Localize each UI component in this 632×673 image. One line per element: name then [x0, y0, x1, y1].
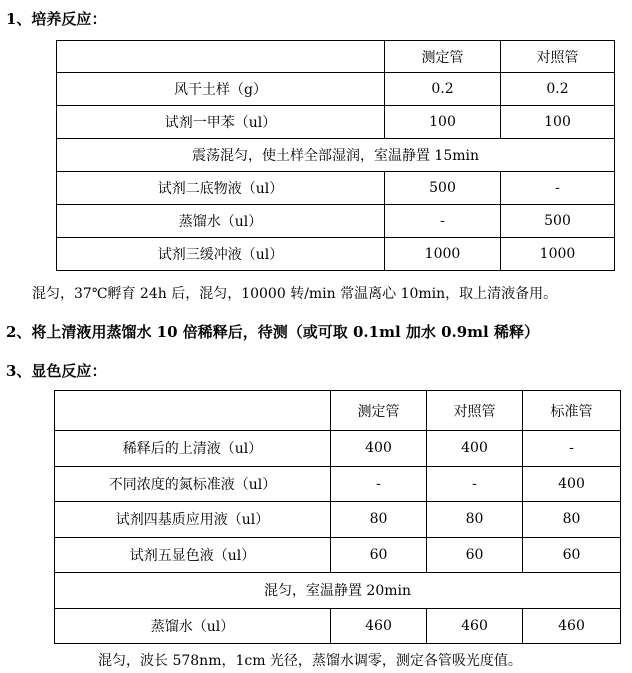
cell-value: 80 — [523, 502, 621, 538]
table-row — [57, 106, 615, 139]
cell-value: 80 — [331, 502, 427, 538]
cell-value: 100 — [385, 106, 501, 139]
row-label: 风干土样（g） — [57, 73, 385, 106]
row-label: 蒸馏水（ul） — [55, 608, 331, 644]
row-label: 试剂五显色液（ul） — [55, 537, 331, 573]
header-cell: 测定管 — [331, 391, 427, 431]
section-3-note: 混匀，波长 578nm，1cm 光径，蒸馏水调零，测定各管吸光度值。 — [98, 653, 522, 669]
cell-value: - — [427, 466, 523, 502]
section-1-title: 1、培养反应： — [6, 10, 107, 28]
table-header-row — [57, 41, 615, 73]
cell-value: 60 — [427, 537, 523, 573]
row-label: 蒸馏水（ul） — [57, 205, 385, 238]
section-1-note: 混匀，37℃孵育 24h 后，混匀，10000 转/min 常温离心 10min，取上清液备用。 — [32, 286, 558, 302]
cell-value: - — [523, 431, 621, 467]
row-label: 试剂二底物液（ul） — [57, 172, 385, 205]
cell-value: - — [501, 172, 615, 205]
table-span-row — [57, 139, 615, 172]
table-row — [55, 466, 621, 502]
cell-value: 100 — [501, 106, 615, 139]
table-row — [55, 502, 621, 538]
row-label: 试剂一甲苯（ul） — [57, 106, 385, 139]
header-cell — [55, 391, 331, 431]
table-row — [57, 205, 615, 238]
header-cell: 标准管 — [523, 391, 621, 431]
table-row — [55, 431, 621, 467]
color-reaction-table — [54, 390, 621, 644]
header-cell: 测定管 — [385, 41, 501, 73]
table-row — [55, 537, 621, 573]
row-label: 试剂四基质应用液（ul） — [55, 502, 331, 538]
row-label: 不同浓度的氮标准液（ul） — [55, 466, 331, 502]
table-row — [57, 172, 615, 205]
cell-value: 1000 — [385, 238, 501, 271]
table-header-row — [55, 391, 621, 431]
cell-value: 460 — [427, 608, 523, 644]
cell-value: 0.2 — [385, 73, 501, 106]
cell-value: 500 — [501, 205, 615, 238]
header-cell: 对照管 — [427, 391, 523, 431]
cell-value: 60 — [331, 537, 427, 573]
row-label: 试剂三缓冲液（ul） — [57, 238, 385, 271]
table-span-row — [55, 573, 621, 609]
cell-value: 80 — [427, 502, 523, 538]
span-instruction: 混匀，室温静置 20min — [55, 573, 621, 609]
cell-value: 400 — [427, 431, 523, 467]
cell-value: 1000 — [501, 238, 615, 271]
cell-value: 400 — [523, 466, 621, 502]
cell-value: 400 — [331, 431, 427, 467]
row-label: 稀释后的上清液（ul） — [55, 431, 331, 467]
cell-value: 460 — [331, 608, 427, 644]
header-cell: 对照管 — [501, 41, 615, 73]
culture-reaction-table — [56, 40, 615, 271]
cell-value: 500 — [385, 172, 501, 205]
table-row — [55, 608, 621, 644]
header-cell — [57, 41, 385, 73]
span-instruction: 震荡混匀，使土样全部湿润，室温静置 15min — [57, 139, 615, 172]
cell-value: - — [331, 466, 427, 502]
cell-value: 60 — [523, 537, 621, 573]
section-3-title: 3、显色反应： — [6, 362, 107, 380]
cell-value: 460 — [523, 608, 621, 644]
cell-value: 0.2 — [501, 73, 615, 106]
cell-value: - — [385, 205, 501, 238]
table-row — [57, 238, 615, 271]
table-row — [57, 73, 615, 106]
section-2-title: 2、将上清液用蒸馏水 10 倍稀释后，待测（或可取 0.1ml 加水 0.9ml 稀释） — [6, 323, 539, 341]
